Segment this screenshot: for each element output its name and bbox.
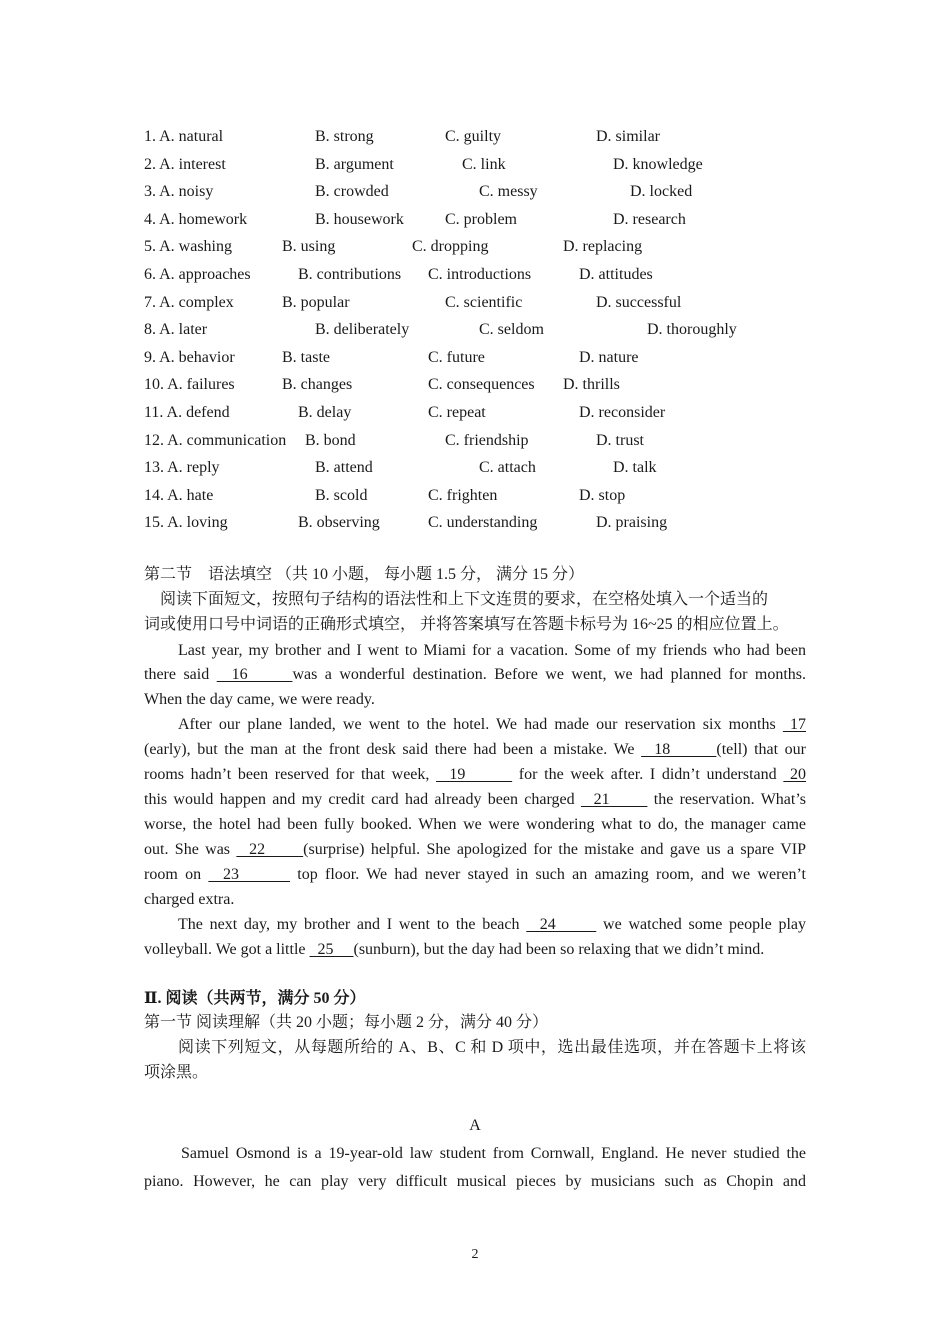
option-c[interactable]: C. messy — [479, 183, 538, 201]
question-5-options — [0, 235, 950, 259]
option-d[interactable]: D. reconsider — [579, 404, 666, 421]
option-b[interactable]: B. changes — [282, 376, 353, 394]
passage-line: (early), but the man at the front desk said there had been a mistake. We 18 (tell) that our — [144, 741, 806, 758]
option-a[interactable]: 3. A. noisy — [144, 183, 214, 201]
page-number: 2 — [471, 1247, 479, 1262]
question-14-options — [0, 484, 950, 508]
option-b[interactable]: B. observing — [298, 514, 380, 532]
section2-instruction-1: 阅读下面短文，按照句子结构的语法性和上下文连贯的要求，在空格处填入一个适当的 — [160, 591, 769, 608]
option-c[interactable]: C. attach — [479, 459, 536, 477]
part2-instruction-1: 阅读下列短文，从每题所给的 A、B、C 和 D 项中，选出最佳选项，并在答题卡上将该 — [178, 1039, 806, 1056]
option-a[interactable]: 7. A. complex — [144, 293, 234, 311]
question-2-options — [0, 153, 950, 177]
option-c[interactable]: C. seldom — [479, 321, 544, 339]
option-b[interactable]: B. attend — [315, 459, 373, 477]
passage-line: When the day came, we were ready. — [144, 691, 375, 708]
question-7-options — [0, 291, 950, 315]
option-d[interactable]: D. successful — [596, 293, 682, 311]
option-b[interactable]: B. contributions — [298, 266, 402, 283]
option-d[interactable]: D. stop — [579, 486, 626, 504]
blank-22[interactable]: 22 — [236, 841, 304, 858]
blank-24[interactable]: 24 — [526, 916, 597, 933]
option-d[interactable]: D. talk — [613, 459, 657, 477]
option-a[interactable]: 11. A. defend — [144, 404, 230, 421]
option-d[interactable]: D. similar — [596, 128, 660, 145]
section2-instruction-2: 词或使用口号中词语的正确形式填空， 并将答案填写在答题卡标号为 16~25 的相应位置上。 — [144, 616, 789, 633]
option-b[interactable]: B. scold — [315, 486, 368, 504]
option-b[interactable]: B. delay — [298, 404, 352, 421]
part2-heading: Ⅱ. 阅读（共两节，满分 50 分） — [144, 990, 366, 1007]
option-c[interactable]: C. scientific — [445, 293, 523, 311]
option-b[interactable]: B. argument — [315, 155, 394, 173]
option-a[interactable]: 6. A. approaches — [144, 266, 251, 283]
option-d[interactable]: D. research — [613, 210, 686, 228]
option-d[interactable]: D. nature — [579, 348, 639, 366]
passage-line: piano. However, he can play very difficult musical pieces by musicians such as Chopin and — [144, 1173, 806, 1190]
blank-16[interactable]: 16 — [216, 666, 293, 683]
passage-line: there said 16 was a wonderful destination. Before we went, we had planned for months. — [144, 666, 807, 683]
passage-line: out. She was 22 (surprise) helpful. She apologized for the mistake and gave us a spare VIP — [144, 841, 807, 858]
question-13-options — [0, 456, 950, 480]
option-d[interactable]: D. knowledge — [613, 155, 703, 173]
blank-21[interactable]: 21 — [580, 791, 648, 808]
question-12-options — [0, 429, 950, 453]
option-c[interactable]: C. frighten — [428, 486, 498, 504]
option-c[interactable]: C. future — [428, 348, 485, 366]
option-b[interactable]: B. taste — [282, 348, 330, 366]
option-b[interactable]: B. crowded — [315, 183, 389, 201]
option-b[interactable]: B. housework — [315, 210, 404, 228]
question-10-options — [0, 373, 950, 397]
passage-line: After our plane landed, we went to the hotel. We had made our reservation six months 17 — [178, 716, 807, 733]
option-d[interactable]: D. attitudes — [579, 266, 653, 283]
option-c[interactable]: C. problem — [445, 210, 517, 228]
option-a[interactable]: 12. A. communication — [144, 431, 287, 449]
option-a[interactable]: 14. A. hate — [144, 486, 214, 504]
option-a[interactable]: 1. A. natural — [144, 128, 224, 145]
option-c[interactable]: C. link — [462, 155, 506, 173]
passage-line: rooms hadn’t been reserved for that week, 19 for the week after. I didn’t understand 20 — [144, 766, 807, 783]
option-b[interactable]: B. strong — [315, 128, 374, 145]
option-c[interactable]: C. guilty — [445, 128, 502, 145]
option-b[interactable]: B. popular — [282, 293, 350, 311]
question-11-options — [0, 401, 950, 425]
passage-label: A — [469, 1117, 481, 1134]
question-8-options — [0, 318, 950, 342]
option-a[interactable]: 4. A. homework — [144, 210, 248, 228]
blank-18[interactable]: 18 — [641, 741, 717, 758]
question-4-options — [0, 208, 950, 232]
passage-line: room on 23 top floor. We had never stayed in such an amazing room, and we weren’t — [144, 866, 806, 883]
option-c[interactable]: C. dropping — [412, 238, 489, 256]
question-9-options — [0, 346, 950, 370]
option-d[interactable]: D. thoroughly — [647, 321, 737, 339]
option-b[interactable]: B. bond — [305, 431, 356, 449]
passage-line: this would happen and my credit card had already been charged 21 the reservation. What’s — [144, 791, 807, 808]
option-d[interactable]: D. replacing — [563, 238, 643, 256]
passage-line: The next day, my brother and I went to the beach 24 we watched some people play — [178, 916, 806, 933]
option-d[interactable]: D. praising — [596, 514, 668, 532]
blank-23[interactable]: 23 — [208, 866, 290, 883]
option-a[interactable]: 8. A. later — [144, 321, 208, 339]
question-15-options — [0, 511, 950, 535]
blank-25[interactable]: 25 — [309, 941, 354, 958]
option-b[interactable]: B. deliberately — [315, 321, 410, 339]
option-a[interactable]: 15. A. loving — [144, 514, 228, 532]
part2-instruction-2: 项涂黑。 — [144, 1064, 209, 1081]
option-c[interactable]: C. friendship — [445, 431, 529, 449]
question-6-options — [0, 263, 950, 287]
question-1-options — [0, 125, 950, 149]
blank-17[interactable]: 17 — [782, 716, 807, 733]
option-d[interactable]: D. thrills — [563, 376, 620, 394]
option-a[interactable]: 5. A. washing — [144, 238, 232, 256]
question-3-options — [0, 180, 950, 204]
option-a[interactable]: 9. A. behavior — [144, 348, 235, 366]
option-c[interactable]: C. repeat — [428, 404, 486, 421]
passage-line: worse, the hotel had been fully booked. When we were wondering what to do, the manager came — [144, 816, 806, 833]
option-d[interactable]: D. locked — [630, 183, 693, 201]
passage-line: charged extra. — [144, 891, 235, 908]
option-c[interactable]: C. consequences — [428, 376, 535, 394]
option-c[interactable]: C. introductions — [428, 266, 532, 283]
part2-subheading: 第一节 阅读理解（共 20 小题；每小题 2 分，满分 40 分） — [144, 1014, 549, 1031]
option-a[interactable]: 2. A. interest — [144, 155, 226, 173]
blank-20[interactable]: 20 — [783, 766, 807, 783]
passage-line: Last year, my brother and I went to Miami for a vacation. Some of my friends who had been — [178, 642, 806, 659]
option-b[interactable]: B. using — [282, 238, 336, 256]
blank-19[interactable]: 19 — [436, 766, 513, 783]
option-a[interactable]: 13. A. reply — [144, 459, 220, 477]
option-a[interactable]: 10. A. failures — [144, 376, 235, 394]
passage-line: volleyball. We got a little 25 (sunburn), but the day had been so relaxing that we didn’t mind. — [144, 941, 765, 958]
passage-line: Samuel Osmond is a 19-year-old law student from Cornwall, England. He never studied the — [181, 1145, 806, 1162]
option-c[interactable]: C. understanding — [428, 514, 538, 532]
option-d[interactable]: D. trust — [596, 431, 644, 449]
section2-heading: 第二节 语法填空 （共 10 小题， 每小题 1.5 分， 满分 15 分） — [144, 566, 585, 583]
